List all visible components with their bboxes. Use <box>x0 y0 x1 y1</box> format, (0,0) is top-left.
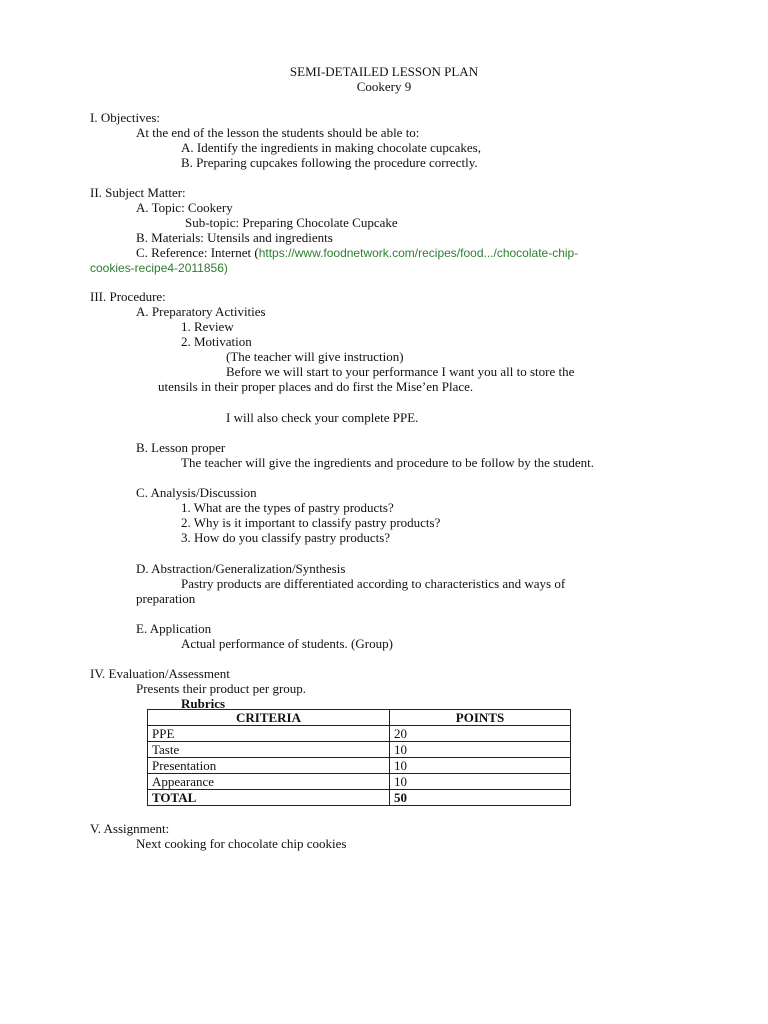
preparatory-heading: A. Preparatory Activities <box>136 304 266 319</box>
lesson-proper-text: The teacher will give the ingredients and procedure to be follow by the student. <box>181 455 594 470</box>
assignment-heading: V. Assignment: <box>90 821 170 836</box>
rubric-header-row <box>148 710 571 726</box>
total-row <box>148 790 571 806</box>
points-header: POINTS <box>390 710 571 726</box>
subject-subtopic: Sub-topic: Preparing Chocolate Cupcake <box>185 215 398 230</box>
subject-reference <box>136 245 578 261</box>
application-text: Actual performance of students. (Group) <box>181 636 393 651</box>
reference-link[interactable]: https://www.foodnetwork.com/recipes/food.../chocolate-chip- <box>258 246 579 260</box>
objective-item: B. Preparing cupcakes following the procedure correctly. <box>181 155 478 170</box>
instruction-text: Before we will start to your performance I want you all to store the <box>226 364 575 379</box>
preparatory-review: 1. Review <box>181 319 234 334</box>
analysis-question: 3. How do you classify pastry products? <box>181 530 391 545</box>
analysis-question: 2. Why is it important to classify pastry products? <box>181 515 441 530</box>
reference-close-paren: ) <box>223 261 228 275</box>
rubrics-title: Rubrics <box>181 696 226 711</box>
table-row <box>148 758 571 774</box>
objective-item: A. Identify the ingredients in making chocolate cupcakes, <box>181 140 481 155</box>
abstraction-heading: D. Abstraction/Generalization/Synthesis <box>136 561 346 576</box>
objectives-intro: At the end of the lesson the students should be able to: <box>136 125 420 140</box>
criteria-cell: Presentation <box>148 758 390 774</box>
reference-label: C. Reference: Internet ( <box>136 245 259 260</box>
application-heading: E. Application <box>136 621 212 636</box>
table-row <box>148 726 571 742</box>
table-row <box>148 774 571 790</box>
table-row <box>148 742 571 758</box>
assignment-text: Next cooking for chocolate chip cookies <box>136 836 347 851</box>
points-cell: 10 <box>390 758 571 774</box>
total-points: 50 <box>390 790 571 806</box>
preparatory-motivation: 2. Motivation <box>181 334 252 349</box>
subject-matter-heading: II. Subject Matter: <box>90 185 186 200</box>
ppe-check-text: I will also check your complete PPE. <box>226 410 419 425</box>
reference-link-continued[interactable]: cookies-recipe4-2011856 <box>90 261 224 275</box>
abstraction-text-continued: preparation <box>136 591 196 606</box>
instruction-text-continued: utensils in their proper places and do first the Mise’en Place. <box>158 379 474 394</box>
page-title: SEMI-DETAILED LESSON PLAN <box>289 64 479 79</box>
abstraction-text: Pastry products are differentiated according to characteristics and ways of <box>181 576 566 591</box>
lesson-proper-heading: B. Lesson proper <box>136 440 226 455</box>
instruction-note: (The teacher will give instruction) <box>226 349 404 364</box>
objectives-heading: I. Objectives: <box>90 110 161 125</box>
criteria-cell: PPE <box>148 726 390 742</box>
total-label: TOTAL <box>148 790 390 806</box>
points-cell: 20 <box>390 726 571 742</box>
subject-reference-continued <box>90 260 228 276</box>
analysis-heading: C. Analysis/Discussion <box>136 485 257 500</box>
points-cell: 10 <box>390 774 571 790</box>
rubric-table <box>147 709 571 806</box>
subject-topic: A. Topic: Cookery <box>136 200 233 215</box>
criteria-cell: Taste <box>148 742 390 758</box>
subject-materials: B. Materials: Utensils and ingredients <box>136 230 333 245</box>
analysis-question: 1. What are the types of pastry products? <box>181 500 394 515</box>
points-cell: 10 <box>390 742 571 758</box>
evaluation-text: Presents their product per group. <box>136 681 307 696</box>
criteria-cell: Appearance <box>148 774 390 790</box>
procedure-heading: III. Procedure: <box>90 289 166 304</box>
evaluation-heading: IV. Evaluation/Assessment <box>90 666 230 681</box>
criteria-header: CRITERIA <box>148 710 390 726</box>
page-subtitle: Cookery 9 <box>356 79 412 94</box>
